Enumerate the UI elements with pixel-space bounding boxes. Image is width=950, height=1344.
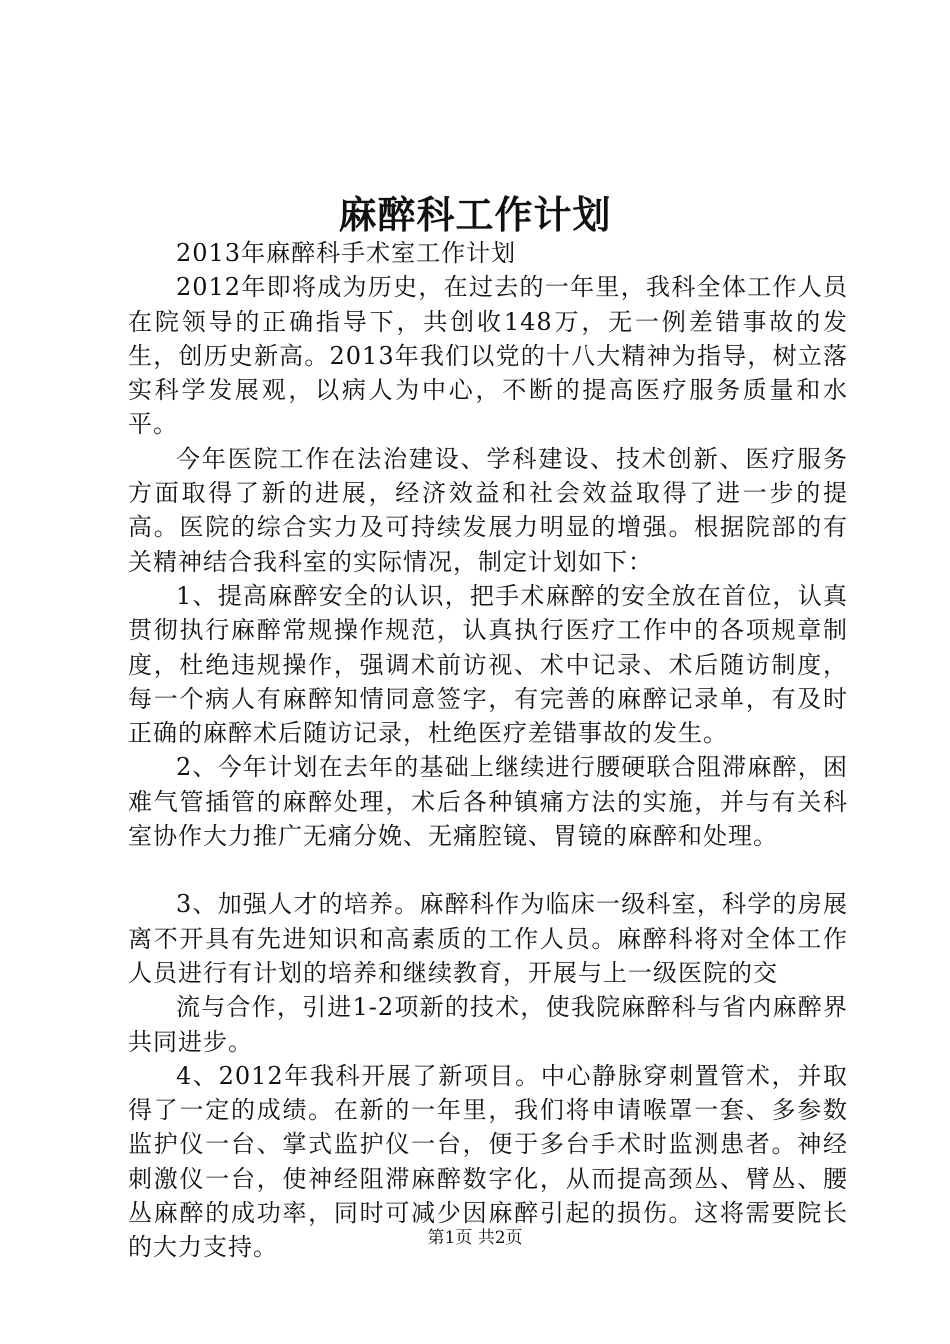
paragraph-item-2: 2、今年计划在去年的基础上继续进行腰硬联合阻滞麻醉，困难气管插管的麻醉处理，术后各种镇痛方法的实施，并与有关科室协作大力推广无痛分娩、无痛腔镜、胃镜的麻醉和处理。 [128, 753, 848, 851]
paragraph-item-4: 4、2012年我科开展了新项目。中心静脉穿刺置管术，并取得了一定的成绩。在新的一年里，我们将申请喉罩一套、多参数监护仪一台、掌式监护仪一台，便于多台手术时监测患者。神经刺激仪一台，使神经阻滞麻醉数字化，从而提高颈丛、臂丛、腰丛麻醉的成功率，同时可减少因麻醉引起的损伤。这将需要院长的大力支持。 [128, 1061, 848, 1262]
document-body [128, 236, 848, 1265]
paragraph-item-3: 3、加强人才的培养。麻醉科作为临床一级科室，科学的房展离不开具有先进知识和高素质的工作人员。麻醉科将对全体工作人员进行有计划的培养和继续教育，开展与上一级医院的交 [128, 890, 848, 987]
paragraph-subtitle: 2013年麻醉科手术室工作计划 [176, 239, 517, 267]
paragraph-item-1: 1、提高麻醉安全的认识，把手术麻醉的安全放在首位，认真贯彻执行麻醉常规操作规范，认真执行医疗工作中的各项规章制度，杜绝违规操作，强调术前访视、术中记录、术后随访制度，每一个病人有麻醉知情同意签字，有完善的麻醉记录单，有及时正确的麻醉术后随访记录，杜绝医疗差错事故的发生。 [128, 581, 848, 748]
paragraph-intro: 2012年即将成为历史，在过去的一年里，我科全体工作人员在院领导的正确指导下，共创收148万，无一例差错事故的发生，创历史新高。2013年我们以党的十八大精神为指导，树立落实科学发展观，以病人为中心，不断的提高医疗服务质量和水平。 [128, 273, 848, 439]
paragraph-item-3-continued: 流与合作，引进1-2项新的技术，使我院麻醉科与省内麻醉界共同进步。 [128, 993, 848, 1056]
document-title: 麻醉科工作计划 [338, 192, 612, 237]
paragraph-overview: 今年医院工作在法治建设、学科建设、技术创新、医疗服务方面取得了新的进展，经济效益和社会效益取得了进一步的提高。医院的综合实力及可持续发展力明显的增强。根据院部的有关精神结合我科室的实际情况，制定计划如下： [128, 444, 848, 576]
page-number-footer: 第1页 共2页 [427, 1228, 523, 1248]
